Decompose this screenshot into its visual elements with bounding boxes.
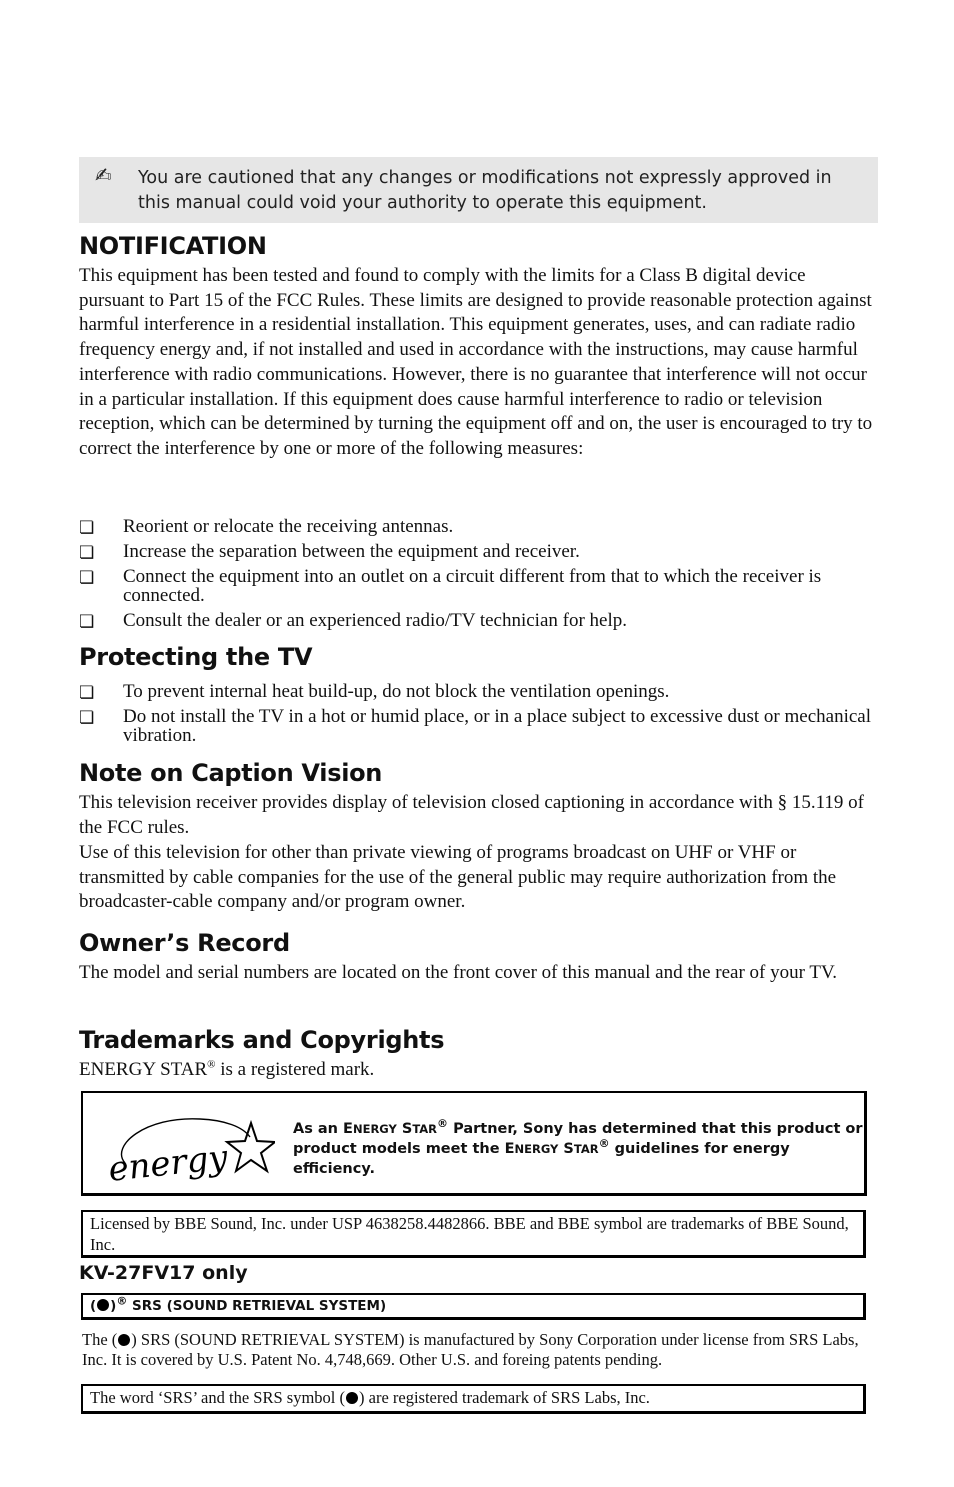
list-item: ❏ Reorient or relocate the receiving antennas. — [79, 516, 454, 538]
trademarks-heading: Trademarks and Copyrights — [79, 1026, 445, 1054]
srs-symbol-icon — [346, 1392, 358, 1404]
list-item: ❏ Increase the separation between the equipment and receiver. — [79, 540, 580, 563]
caption-para-2: Use of this television for other than private viewing of programs broadcast on UHF or VHF or transmitted by cable companies for the use of the general public may require authorization from the broadcaster-cable company and/or program owner. — [79, 842, 837, 913]
energy-star-line: ENERGY STAR® is a registered mark. — [79, 1058, 375, 1080]
checkbox-icon: ❏ — [79, 707, 95, 728]
checkbox-icon: ❏ — [79, 542, 95, 563]
caution-note — [79, 157, 878, 223]
notification-list — [79, 517, 874, 636]
owner-heading: Owner’s Record — [79, 929, 290, 957]
srs-title-box — [81, 1293, 866, 1320]
protecting-heading: Protecting the TV — [79, 643, 313, 671]
protecting-list — [79, 682, 874, 751]
srs-trademark-text: The word ‘SRS’ and the SRS symbol ( ) are registered trademark of SRS Labs, Inc. — [90, 1388, 650, 1407]
srs-trademark-box — [81, 1384, 866, 1414]
checkbox-icon: ❏ — [79, 567, 95, 588]
bbe-license-text: Licensed by BBE Sound, Inc. under USP 4638258.4482866. BBE and BBE symbol are trademarks of BBE Sound, Inc. — [90, 1214, 849, 1254]
checkbox-icon: ❏ — [79, 518, 95, 538]
srs-description: The ( ) SRS (SOUND RETRIEVAL SYSTEM) is manufactured by Sony Corporation under license from SRS Labs, Inc. It is covered by U.S. Patent No. 4,748,669. Other U.S. and foreing patents pending. — [82, 1330, 859, 1369]
caption-heading: Note on Caption Vision — [79, 759, 383, 787]
writing-hand-icon: ✍ — [95, 163, 112, 187]
kv-model-title: KV-27FV17 only — [79, 1262, 248, 1284]
caution-text: You are cautioned that any changes or modifications not expressly approved in this manual could void your authority to operate this equipment. — [138, 168, 832, 213]
svg-text:energy: energy — [106, 1137, 230, 1190]
list-item: ❏ Consult the dealer or an experienced radio/TV technician for help. — [79, 609, 628, 632]
list-item: ❏ Connect the equipment into an outlet on a circuit different from that to which the receiver is connected. — [79, 565, 822, 607]
notification-body: This equipment has been tested and found to comply with the limits for a Class B digital device pursuant to Part 15 of the FCC Rules. These limits are designed to provide reasonable protection against harmful interference in a residential installation. This equipment generates, uses, and can radiate radio frequency energy and, if not installed and used in accordance with the instructions, may cause harmful interference with radio communications. However, there is no guarantee that interference will not occur in a particular installation. If this equipment does cause harmful interference to radio or television reception, which can be determined by turning the equipment off and on, the user is encouraged to try to correct the interference by one or more of the following measures: — [79, 265, 873, 459]
owner-body: The model and serial numbers are located on the front cover of this manual and the rear of your TV. — [79, 962, 837, 983]
bbe-license-box — [81, 1210, 866, 1258]
srs-title: ( )® SRS (SOUND RETRIEVAL SYSTEM) — [90, 1294, 387, 1314]
checkbox-icon: ❏ — [79, 611, 95, 632]
list-item: ❏ To prevent internal heat build-up, do not block the ventilation openings. — [79, 681, 670, 703]
srs-symbol-icon — [118, 1334, 130, 1346]
srs-symbol-icon — [97, 1299, 109, 1311]
energy-star-partner-text: As an ENERGY STAR® Partner, Sony has determined that this product or product models meet the ENERGY STAR® guidelines for energy efficiency. — [293, 1117, 863, 1177]
checkbox-icon: ❏ — [79, 683, 95, 703]
energy-star-box — [81, 1091, 867, 1196]
list-item: ❏ Do not install the TV in a hot or humid place, or in a place subject to excessive dust or mechanical vibration. — [79, 705, 872, 747]
energy-star-logo — [105, 1111, 275, 1195]
notification-heading: NOTIFICATION — [79, 232, 267, 260]
caption-para-1: This television receiver provides display of television closed captioning in accordance with § 15.119 of the FCC rules. — [79, 792, 864, 838]
